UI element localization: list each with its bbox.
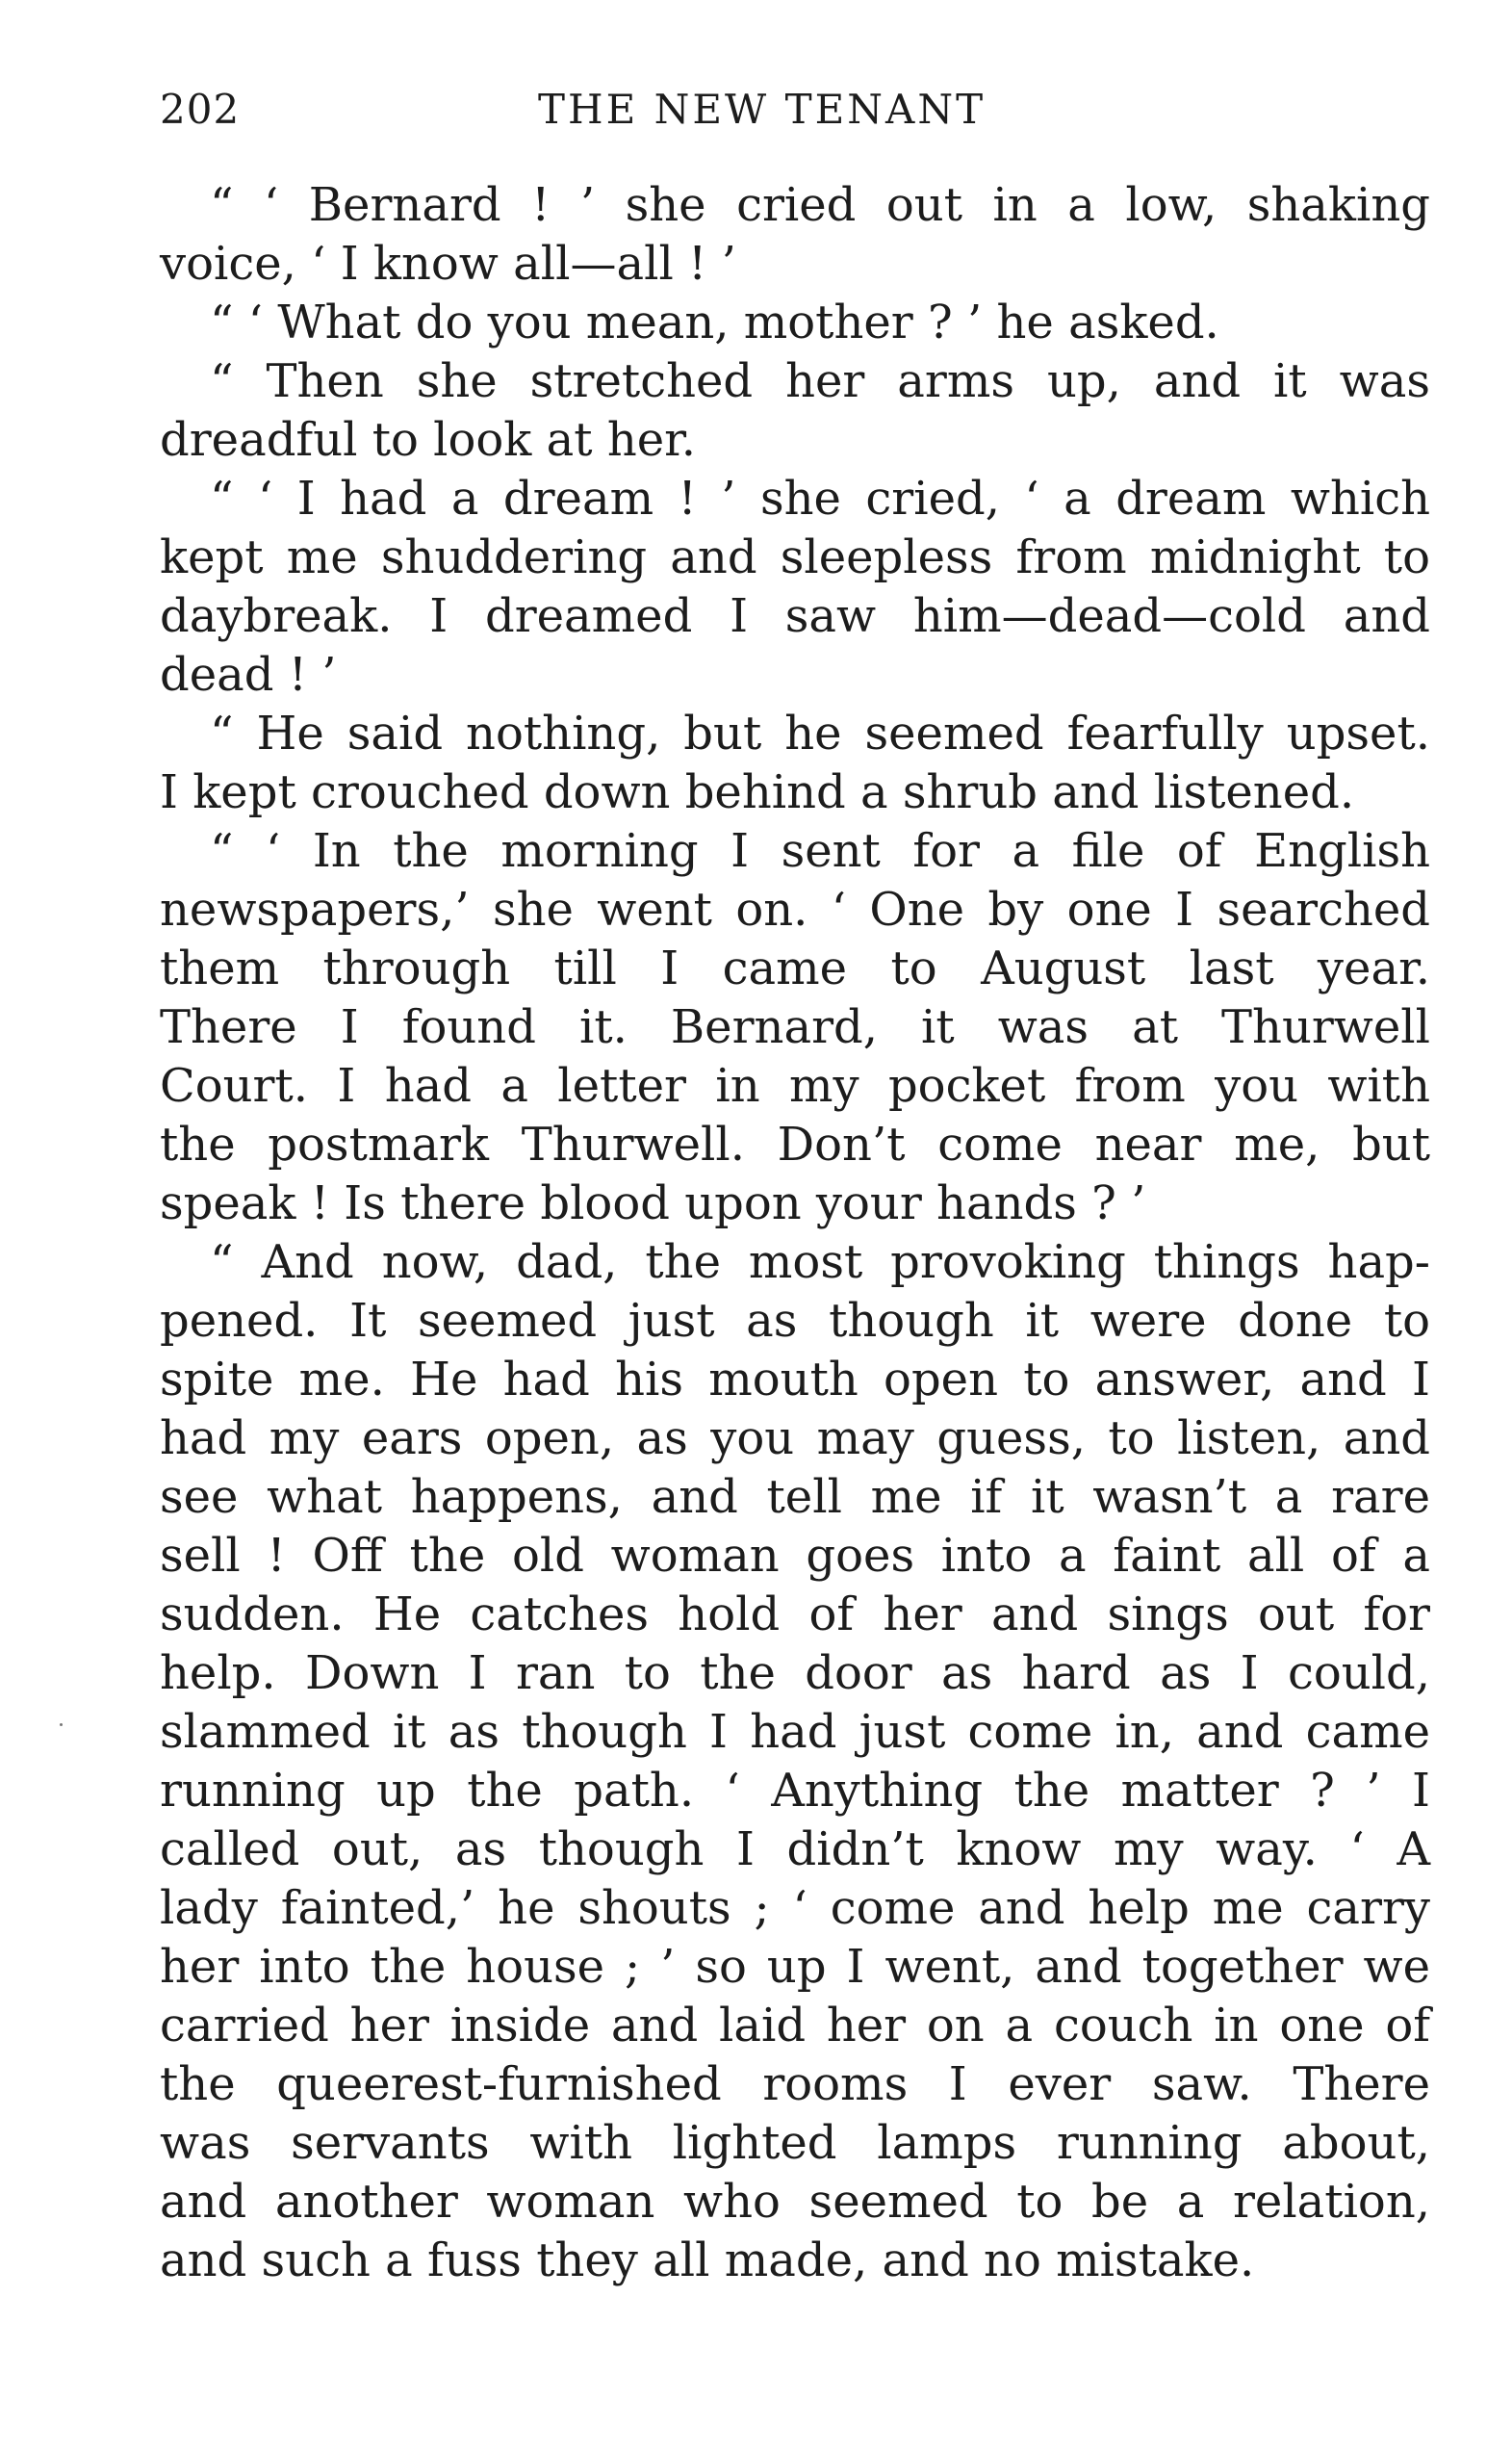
text-line: newspapers,’ she went on. ‘ One by one I searched	[160, 883, 1430, 937]
running-head	[160, 81, 1430, 139]
text-line: them through till I came to August last year.	[160, 942, 1430, 995]
text-line: speak ! Is there blood upon your hands ? ’	[160, 1176, 1146, 1230]
text-line: running up the path. ‘ Anything the matter ? ’ I	[160, 1764, 1430, 1818]
text-line: the queerest-furnished rooms I ever saw. There	[160, 2057, 1430, 2111]
text-line: Court. I had a letter in my pocket from you with	[160, 1059, 1430, 1113]
text-line: “ He said nothing, but he seemed fearfully upset.	[210, 707, 1430, 761]
text-line: I kept crouched down behind a shrub and listened.	[160, 765, 1355, 819]
text-line: sell ! Off the old woman goes into a faint all of a	[160, 1529, 1430, 1583]
text-line: daybreak. I dreamed I saw him—dead—cold and	[160, 589, 1430, 643]
text-line: “ ‘ Bernard ! ’ she cried out in a low, shaking	[210, 178, 1430, 232]
text-line: “ And now, dad, the most provoking things hap-	[210, 1235, 1430, 1289]
text-line: spite me. He had his mouth open to answer, and I	[160, 1353, 1430, 1407]
text-line: had my ears open, as you may guess, to listen, and	[160, 1411, 1430, 1465]
text-line: lady fainted,’ he shouts ; ‘ come and help me carry	[160, 1881, 1430, 1935]
text-line: pened. It seemed just as though it were done to	[160, 1294, 1430, 1348]
text-line: carried her inside and laid her on a couch in one of	[160, 1999, 1430, 2052]
text-line: slammed it as though I had just come in, and came	[160, 1705, 1430, 1759]
text-line: the postmark Thurwell. Don’t come near me, but	[160, 1118, 1430, 1172]
text-line: sudden. He catches hold of her and sings out for	[160, 1587, 1430, 1641]
text-line: dead ! ’	[160, 648, 337, 702]
text-line: dreadful to look at her.	[160, 413, 697, 467]
text-line: and another woman who seemed to be a relation,	[160, 2175, 1430, 2229]
ink-speck	[60, 1723, 63, 1726]
text-line: There I found it. Bernard, it was at Thurwell	[160, 1000, 1430, 1054]
page-number: 202	[160, 86, 241, 133]
text-line: “ Then she stretched her arms up, and it was	[210, 354, 1430, 408]
text-line: kept me shuddering and sleepless from midnight to	[160, 530, 1430, 584]
body-text	[160, 176, 1430, 2290]
text-line: “ ‘ In the morning I sent for a file of English	[210, 824, 1430, 878]
text-line: voice, ‘ I know all—all ! ’	[160, 237, 736, 291]
text-line: and such a fuss they all made, and no mistake.	[160, 2233, 1255, 2287]
text-line: was servants with lighted lamps running about,	[160, 2116, 1430, 2170]
text-line: “ ‘ What do you mean, mother ? ’ he asked.	[210, 296, 1219, 349]
running-title: THE NEW TENANT	[538, 86, 987, 133]
text-line: help. Down I ran to the door as hard as I could,	[160, 1646, 1430, 1700]
text-line: “ ‘ I had a dream ! ’ she cried, ‘ a dream which	[210, 472, 1430, 526]
text-line: called out, as though I didn’t know my way. ‘ A	[160, 1822, 1430, 1876]
text-line: her into the house ; ’ so up I went, and together we	[160, 1940, 1430, 1994]
text-line: see what happens, and tell me if it wasn’t a rare	[160, 1470, 1430, 1524]
